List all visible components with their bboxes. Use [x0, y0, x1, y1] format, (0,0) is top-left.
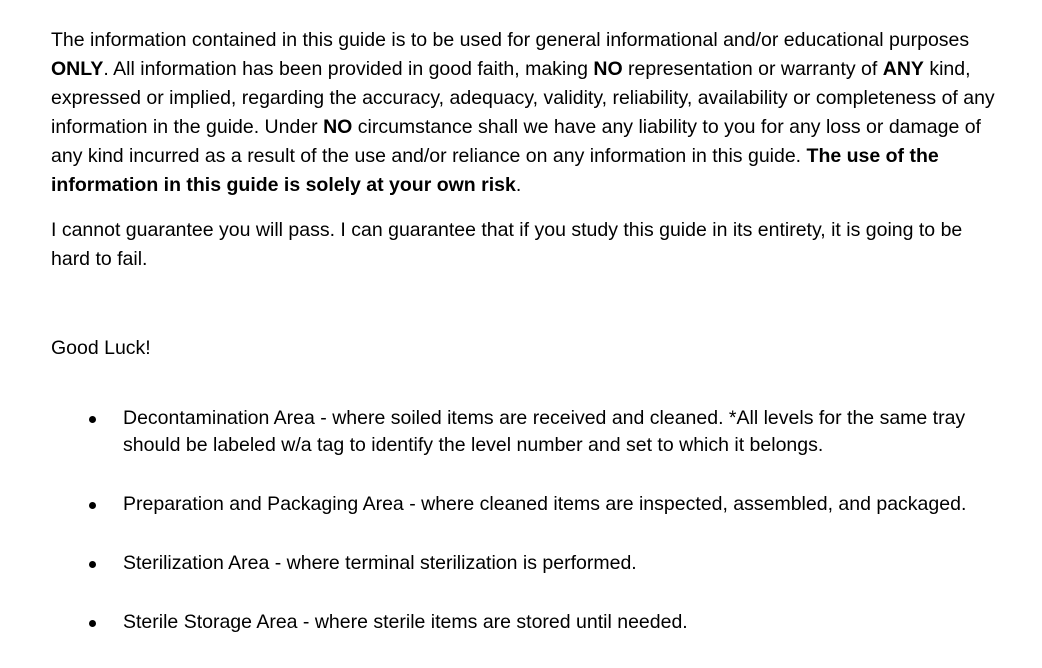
list-item-text: Preparation and Packaging Area - where cleaned items are inspected, assembled, and packaged. [123, 493, 967, 515]
disclaimer-bold-no-2: NO [323, 116, 353, 138]
disclaimer-text-5: circumstance shall we have any liability to you for any loss or damage of any kind incurred as a result of the use and/or reliance on any information in this guide. [51, 116, 981, 167]
bullet-icon [89, 502, 96, 509]
list-item-text: Sterilization Area - where terminal sterilization is performed. [123, 552, 637, 574]
disclaimer-text-6: . [515, 174, 522, 196]
closing-line: Good Luck! [51, 337, 151, 359]
list-item [51, 491, 1001, 518]
areas-list [51, 405, 1001, 636]
bullet-icon [89, 561, 96, 568]
disclaimer-bold-only: ONLY [51, 58, 104, 80]
disclaimer-text-3: representation or warranty of [622, 58, 883, 80]
bullet-icon [89, 416, 96, 423]
disclaimer-bold-risk: The use of the information in this guide is solely at your own risk [51, 145, 939, 196]
disclaimer-bold-no: NO [593, 58, 623, 80]
disclaimer-text-1: The information contained in this guide is to be used for general informational and/or educational purposes [51, 29, 970, 51]
list-item [51, 609, 1001, 636]
list-item [51, 550, 1001, 577]
list-item-text: Decontamination Area - where soiled items are received and cleaned. *All levels for the same tray should be labeled w/a tag to identify the level number and set to which it belongs. [123, 407, 966, 456]
disclaimer-text-4: kind, expressed or implied, regarding the accuracy, adequacy, validity, reliability, availability or completeness of any information in the guide. Under [51, 58, 995, 138]
disclaimer-paragraph [51, 26, 1001, 200]
bullet-icon [89, 620, 96, 627]
document-page [51, 26, 1001, 668]
disclaimer-bold-any: ANY [882, 58, 924, 80]
guarantee-paragraph: I cannot guarantee you will pass. I can guarantee that if you study this guide in its entirety, it is going to be hard to fail. [51, 219, 963, 270]
list-item [51, 405, 1001, 459]
disclaimer-text-2: . All information has been provided in good faith, making [103, 58, 594, 80]
list-item-text: Sterile Storage Area - where sterile items are stored until needed. [123, 611, 688, 633]
